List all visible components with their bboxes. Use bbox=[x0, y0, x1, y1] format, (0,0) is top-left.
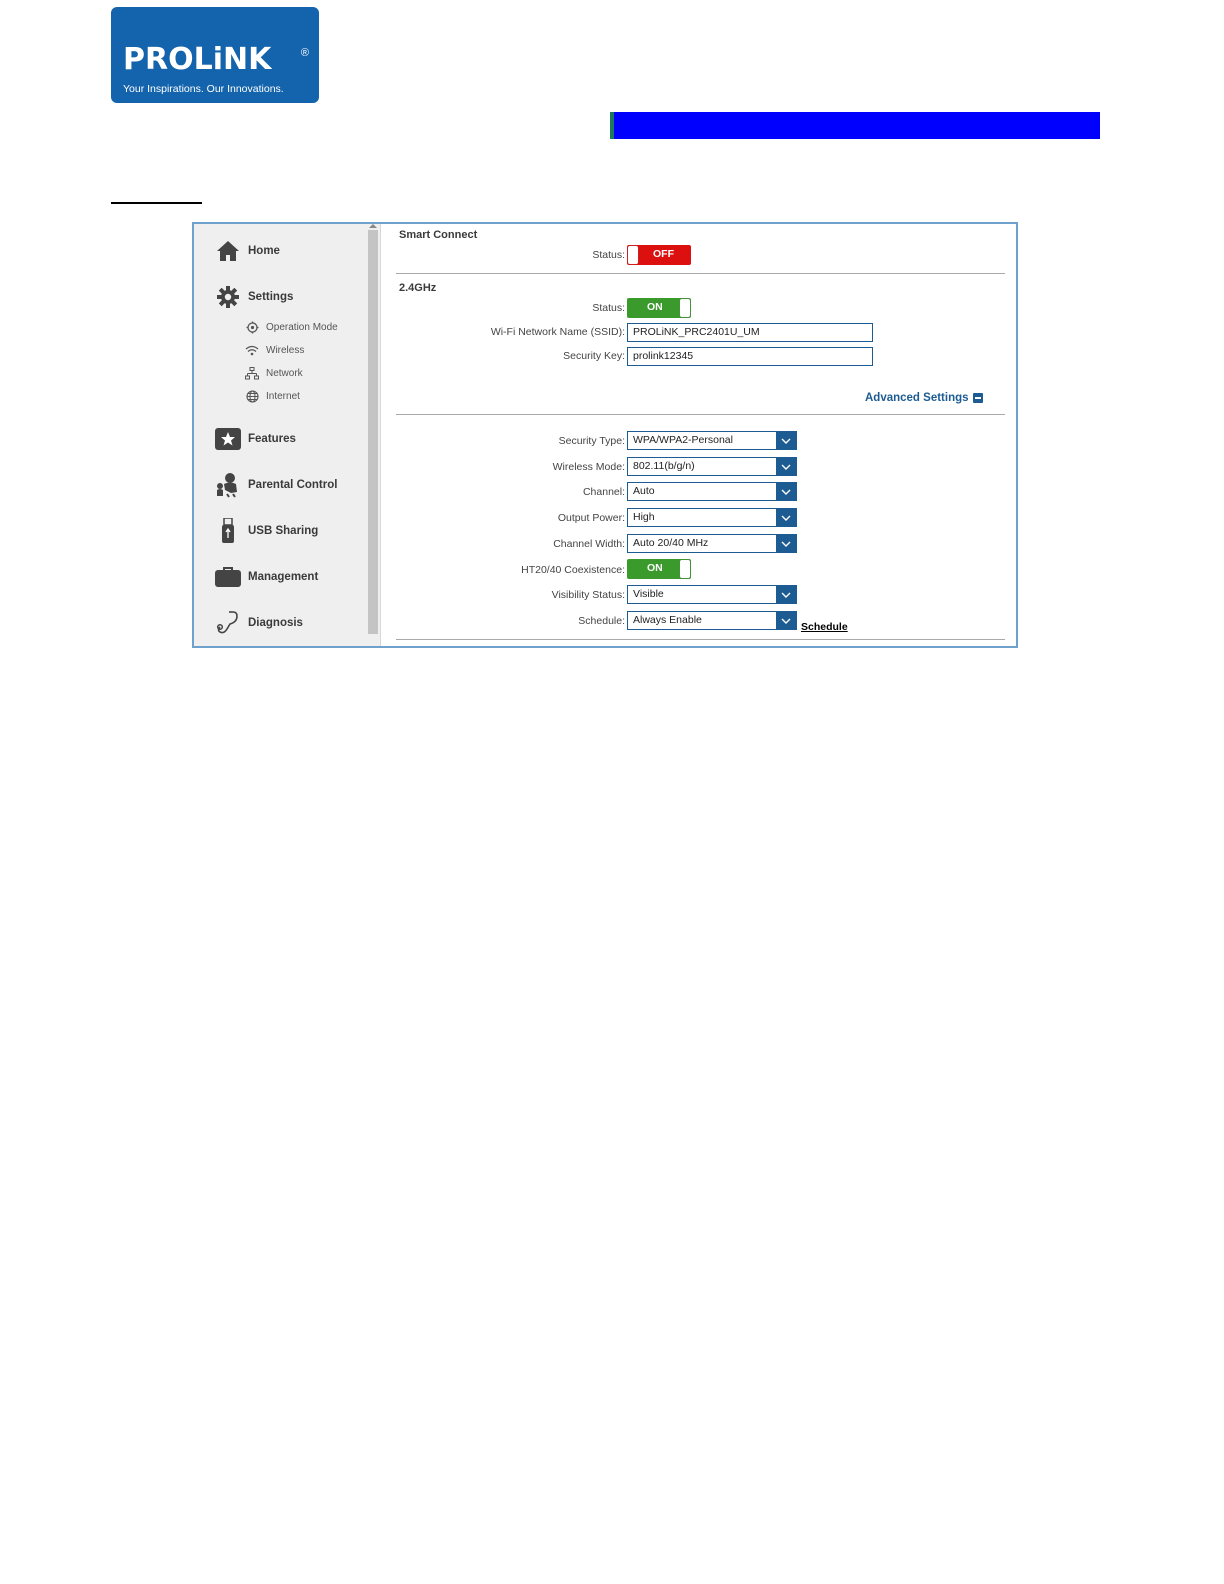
sidebar-item-management[interactable] bbox=[214, 563, 318, 591]
usb-icon bbox=[214, 517, 242, 545]
channel-select[interactable] bbox=[627, 482, 797, 501]
sidebar-subitem-label: Internet bbox=[266, 390, 300, 402]
schedule-link[interactable]: Schedule bbox=[801, 621, 848, 633]
operation-mode-icon bbox=[244, 320, 260, 334]
wireless-mode-select[interactable] bbox=[627, 457, 797, 476]
chevron-down-icon bbox=[776, 483, 796, 500]
sidebar-item-label: Parental Control bbox=[248, 479, 338, 491]
visibility-label: Visibility Status: bbox=[551, 589, 625, 601]
channel-width-label: Channel Width: bbox=[553, 538, 625, 550]
toggle-state-text: ON bbox=[647, 301, 663, 313]
prolink-logo bbox=[111, 7, 319, 103]
sidebar-subitem-operation-mode[interactable] bbox=[244, 320, 338, 334]
sidebar-subitem-label: Wireless bbox=[266, 344, 305, 356]
chevron-down-icon bbox=[776, 586, 796, 603]
schedule-select[interactable] bbox=[627, 611, 797, 630]
section-divider bbox=[396, 414, 1005, 415]
sidebar-item-parental-control[interactable] bbox=[214, 471, 337, 499]
security-key-input[interactable]: prolink12345 bbox=[627, 347, 873, 366]
select-value: WPA/WPA2-Personal bbox=[633, 434, 733, 446]
wireless-mode-label: Wireless Mode: bbox=[552, 461, 625, 473]
sidebar-item-label: Management bbox=[248, 571, 319, 583]
sidebar-subitem-label: Operation Mode bbox=[266, 321, 338, 333]
channel-label: Channel: bbox=[582, 486, 625, 498]
sidebar-subitem-label: Network bbox=[266, 367, 303, 379]
sidebar-item-label: Features bbox=[248, 433, 296, 445]
main-panel bbox=[380, 224, 1016, 646]
select-value: Auto 20/40 MHz bbox=[633, 537, 709, 549]
sidebar-subitem-network[interactable] bbox=[244, 366, 303, 380]
security-type-select[interactable] bbox=[627, 431, 797, 450]
stethoscope-icon bbox=[214, 609, 242, 637]
network-icon bbox=[244, 366, 260, 380]
chevron-down-icon bbox=[776, 432, 796, 449]
briefcase-icon bbox=[214, 563, 242, 591]
sidebar-subitem-internet[interactable] bbox=[244, 389, 300, 403]
select-value: High bbox=[633, 511, 655, 523]
sidebar-item-label: Settings bbox=[248, 291, 294, 303]
section-divider bbox=[396, 639, 1005, 640]
logo-tagline: Your Inspirations. Our Innovations. bbox=[123, 83, 284, 95]
logo-registered-mark: ® bbox=[300, 47, 309, 59]
select-value: 802.11(b/g/n) bbox=[633, 460, 695, 472]
star-icon bbox=[214, 425, 242, 453]
collapse-icon bbox=[973, 393, 983, 403]
sidebar-item-usb-sharing[interactable] bbox=[214, 517, 318, 545]
advanced-settings-label: Advanced Settings bbox=[865, 392, 969, 404]
output-power-select[interactable] bbox=[627, 508, 797, 527]
security-key-label: Security Key: bbox=[563, 350, 625, 362]
toggle-knob bbox=[680, 299, 690, 317]
coexistence-label: HT20/40 Coexistence: bbox=[521, 564, 625, 576]
sidebar-item-label: Home bbox=[248, 245, 280, 257]
chevron-down-icon bbox=[776, 458, 796, 475]
chevron-down-icon bbox=[776, 509, 796, 526]
sidebar-item-home[interactable] bbox=[214, 237, 280, 265]
sidebar-item-label: USB Sharing bbox=[248, 525, 319, 537]
band-status-label: Status: bbox=[592, 302, 625, 314]
channel-width-select[interactable] bbox=[627, 534, 797, 553]
toggle-state-text: ON bbox=[647, 562, 663, 574]
ssid-input[interactable]: PROLiNK_PRC2401U_UM bbox=[627, 323, 873, 342]
router-ui-screenshot bbox=[192, 222, 1018, 648]
output-power-label: Output Power: bbox=[557, 512, 625, 524]
smart-connect-toggle[interactable] bbox=[627, 245, 691, 265]
globe-icon bbox=[244, 389, 260, 403]
band-title: 2.4GHz bbox=[399, 282, 437, 294]
coexistence-toggle[interactable] bbox=[627, 559, 691, 579]
home-icon bbox=[214, 237, 242, 265]
gear-icon bbox=[214, 283, 242, 311]
sidebar-scrollbar[interactable] bbox=[368, 230, 378, 634]
sidebar-item-diagnosis[interactable] bbox=[214, 609, 303, 637]
ssid-label: Wi-Fi Network Name (SSID): bbox=[490, 326, 625, 338]
advanced-settings-link[interactable] bbox=[865, 392, 983, 404]
band-status-toggle[interactable] bbox=[627, 298, 691, 318]
sidebar bbox=[194, 224, 381, 646]
select-value: Auto bbox=[633, 485, 655, 497]
parental-icon bbox=[214, 471, 242, 499]
wifi-icon bbox=[244, 343, 260, 357]
chevron-down-icon bbox=[776, 535, 796, 552]
toggle-state-text: OFF bbox=[653, 248, 674, 260]
select-value: Always Enable bbox=[633, 614, 702, 626]
visibility-select[interactable] bbox=[627, 585, 797, 604]
select-value: Visible bbox=[633, 588, 664, 600]
chevron-down-icon bbox=[776, 612, 796, 629]
smart-connect-title: Smart Connect bbox=[399, 229, 478, 241]
header-banner-bar bbox=[610, 112, 1100, 139]
schedule-label: Schedule: bbox=[578, 615, 625, 627]
toggle-knob bbox=[680, 560, 690, 578]
sidebar-item-label: Diagnosis bbox=[248, 617, 303, 629]
security-type-label: Security Type: bbox=[558, 435, 625, 447]
logo-wordmark: PROLiNK bbox=[123, 42, 272, 77]
sidebar-item-settings[interactable] bbox=[214, 283, 293, 311]
scroll-up-arrow-icon[interactable] bbox=[369, 224, 377, 228]
toggle-knob bbox=[628, 246, 638, 264]
smart-connect-status-label: Status: bbox=[592, 249, 625, 261]
section-divider bbox=[396, 273, 1005, 274]
heading-underline bbox=[111, 202, 202, 204]
sidebar-item-features[interactable] bbox=[214, 425, 296, 453]
sidebar-subitem-wireless[interactable] bbox=[244, 343, 304, 357]
